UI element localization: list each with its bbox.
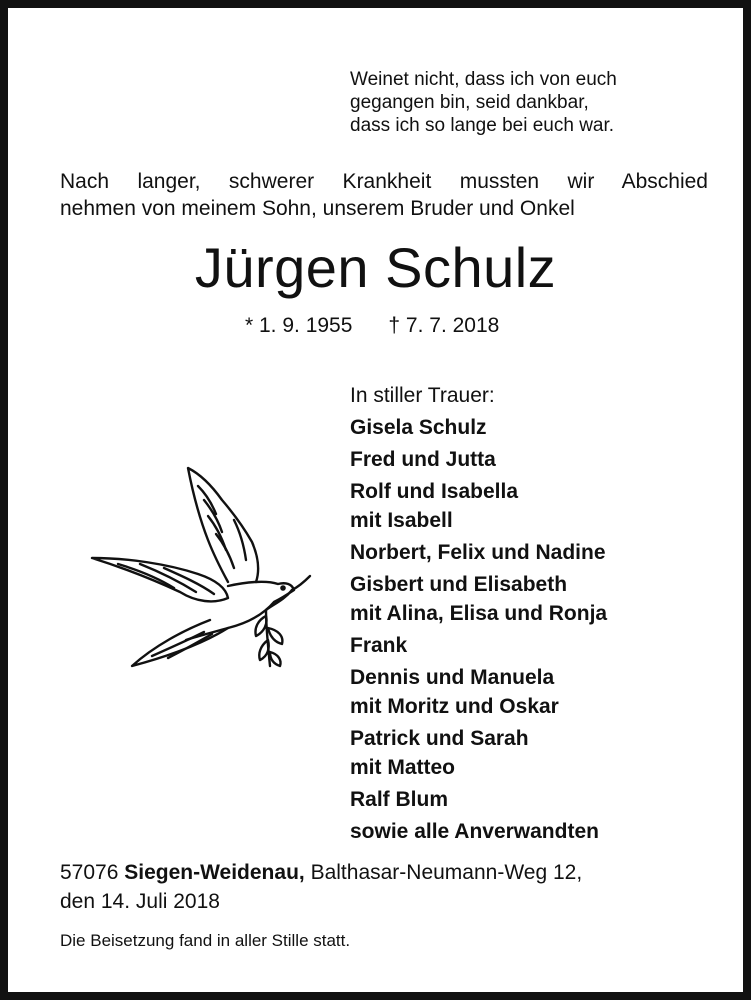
mourners-list [350, 381, 607, 846]
mourner-entry: Patrick und Sarah [350, 727, 529, 750]
burial-note: Die Beisetzung fand in aller Stille statt. [60, 931, 351, 950]
mourner-entry: mit Isabell [350, 509, 453, 532]
life-dates [245, 312, 499, 340]
birth-date: * 1. 9. 1955 [245, 314, 353, 337]
mourner-entry: Rolf und Isabella [350, 480, 519, 503]
dove-with-olive-branch-icon [88, 460, 313, 670]
motto-line: gegangen bin, seid dankbar, [350, 92, 589, 113]
deceased-name: Jürgen Schulz [194, 236, 557, 299]
motto-line: Weinet nicht, dass ich von euch [350, 69, 617, 90]
mourner-entry: Dennis und Manuela [350, 666, 555, 689]
address-line [60, 858, 582, 887]
intro-text [60, 168, 708, 222]
death-date: † 7. 7. 2018 [388, 314, 500, 337]
mourner-entry: Ralf Blum [350, 788, 449, 811]
mourner-entry: Frank [350, 634, 408, 657]
address-block [60, 858, 582, 916]
motto-line: dass ich so lange bei euch war. [350, 115, 615, 136]
motto-verse [350, 68, 617, 137]
postcode: 57076 [60, 861, 119, 884]
notice-date: den 14. Juli 2018 [60, 890, 220, 913]
mourner-entry: Fred und Jutta [350, 448, 496, 471]
city: Siegen-Weidenau, [124, 861, 305, 884]
street: Balthasar-Neumann-Weg 12, [310, 861, 583, 884]
mourner-entry: sowie alle Anverwandten [350, 820, 599, 843]
mourner-entry: mit Alina, Elisa und Ronja [350, 602, 608, 625]
intro-line: nehmen von meinem Sohn, unserem Bruder und Onkel [60, 197, 575, 220]
mourner-entry: mit Matteo [350, 756, 455, 779]
mourners-lead: In stiller Trauer: [350, 384, 495, 407]
intro-line: Nach langer, schwerer Krankheit mussten wir Abschied [60, 170, 708, 193]
mourner-entry: Gisela Schulz [350, 416, 487, 439]
mourner-entry: mit Moritz und Oskar [350, 695, 559, 718]
mourner-entry: Norbert, Felix und Nadine [350, 541, 606, 564]
mourner-entry: Gisbert und Elisabeth [350, 573, 568, 596]
